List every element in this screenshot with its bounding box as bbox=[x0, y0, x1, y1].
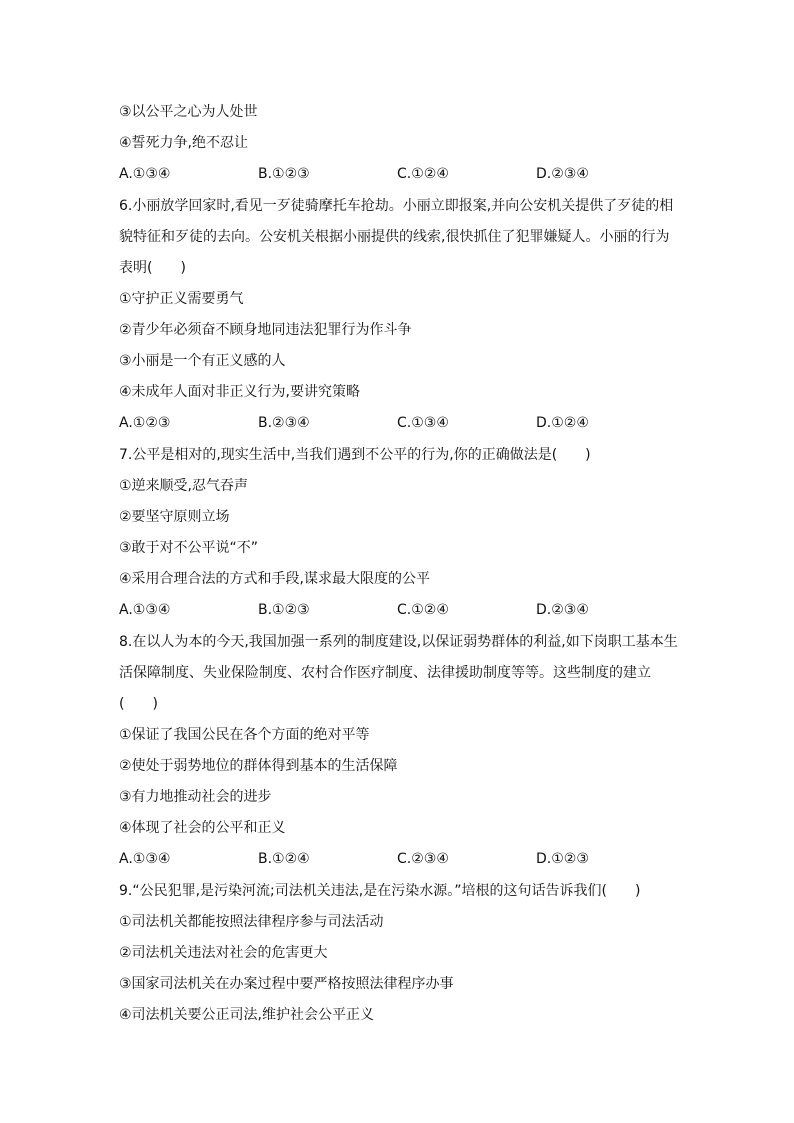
q8-option-a: A.①③④ bbox=[119, 851, 171, 867]
q6-option-a: A.①②③ bbox=[119, 415, 171, 431]
q6-item-1: ①守护正义需要勇气 bbox=[119, 291, 244, 307]
q8-item-4: ④体现了社会的公平和正义 bbox=[119, 820, 286, 836]
q7-item-4: ④采用合理合法的方式和手段,谋求最大限度的公平 bbox=[119, 571, 430, 587]
q5-option-a: A.①③④ bbox=[119, 166, 171, 182]
q6-option-d: D.①②④ bbox=[536, 415, 589, 431]
q7-item-1: ①逆来顺受,忍气吞声 bbox=[119, 478, 249, 494]
q8-option-c: C.②③④ bbox=[397, 851, 449, 867]
q7-option-b: B.①②③ bbox=[258, 602, 310, 618]
q7-option-a: A.①③④ bbox=[119, 602, 171, 618]
q5-item-4: ④誓死力争,绝不忍让 bbox=[119, 135, 249, 151]
q8-option-b: B.①②④ bbox=[258, 851, 310, 867]
q5-item-3: ③以公平之心为人处世 bbox=[119, 104, 258, 120]
q5-option-c: C.①②④ bbox=[397, 166, 449, 182]
q6-item-4: ④未成年人面对非正义行为,要讲究策略 bbox=[119, 384, 360, 400]
q9-item-4: ④司法机关要公正司法,维护社会公平正义 bbox=[119, 1007, 374, 1023]
q7-option-d: D.②③④ bbox=[536, 602, 589, 618]
q8-stem-line-2: 活保障制度、失业保险制度、农村合作医疗制度、法律援助制度等等。这些制度的建立 bbox=[119, 665, 651, 681]
q6-stem-line-1: 6.小丽放学回家时,看见一歹徒骑摩托车抢劫。小丽立即报案,并向公安机关提供了歹徒的相 bbox=[119, 198, 674, 214]
q6-option-c: C.①③④ bbox=[397, 415, 449, 431]
q6-option-b: B.②③④ bbox=[258, 415, 310, 431]
q6-stem-line-3: 表明( ) bbox=[119, 260, 186, 276]
q9-stem-line-1: 9.“公民犯罪,是污染河流;司法机关违法,是在污染水源。”培根的这句话告诉我们( ) bbox=[119, 883, 641, 899]
q7-item-2: ②要坚守原则立场 bbox=[119, 509, 230, 525]
q5-option-d: D.②③④ bbox=[536, 166, 589, 182]
q8-item-3: ③有力地推动社会的进步 bbox=[119, 789, 272, 805]
q8-item-1: ①保证了我国公民在各个方面的绝对平等 bbox=[119, 727, 370, 743]
q8-option-d: D.①②③ bbox=[536, 851, 589, 867]
q6-item-2: ②青少年必须奋不顾身地同违法犯罪行为作斗争 bbox=[119, 322, 412, 338]
q8-item-2: ②使处于弱势地位的群体得到基本的生活保障 bbox=[119, 758, 398, 774]
q9-item-1: ①司法机关都能按照法律程序参与司法活动 bbox=[119, 914, 384, 930]
q6-stem-line-2: 貌特征和歹徒的去向。公安机关根据小丽提供的线索,很快抓住了犯罪嫌疑人。小丽的行为 bbox=[119, 229, 670, 245]
q8-stem-line-1: 8.在以人为本的今天,我国加强一系列的制度建设,以保证弱势群体的利益,如下岗职工基本生 bbox=[119, 634, 678, 650]
q9-item-3: ③国家司法机关在办案过程中要严格按照法律程序办事 bbox=[119, 976, 454, 992]
q6-item-3: ③小丽是一个有正义感的人 bbox=[119, 353, 286, 369]
q8-stem-line-3: ( ) bbox=[119, 696, 158, 712]
q7-option-c: C.①②④ bbox=[397, 602, 449, 618]
q7-item-3: ③敢于对不公平说“不” bbox=[119, 540, 259, 556]
q7-stem-line-1: 7.公平是相对的,现实生活中,当我们遇到不公平的行为,你的正确做法是( ) bbox=[119, 447, 591, 463]
q5-option-b: B.①②③ bbox=[258, 166, 310, 182]
q9-item-2: ②司法机关违法对社会的危害更大 bbox=[119, 945, 328, 961]
